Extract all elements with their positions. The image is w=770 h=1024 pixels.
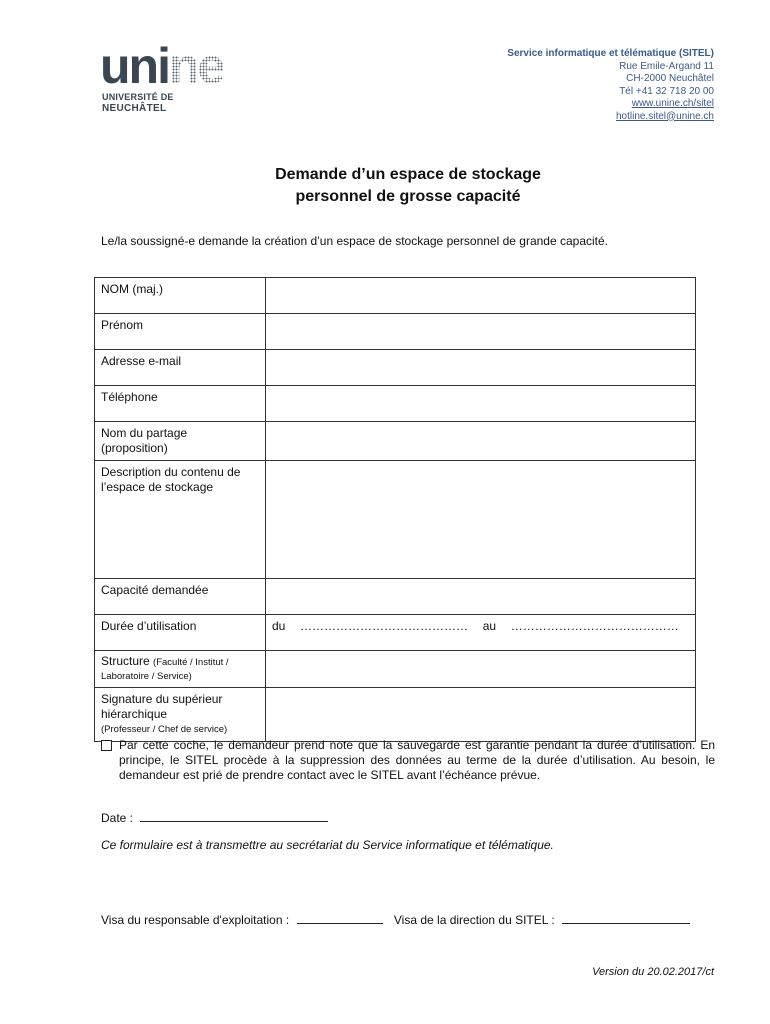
address-city: CH-2000 Neuchâtel: [626, 73, 714, 84]
field-partage[interactable]: [266, 422, 696, 461]
request-form-table: [94, 277, 696, 742]
label-partage-line1: Nom du partage: [101, 426, 188, 440]
logo-line2: NEUCHÂTEL: [102, 103, 167, 114]
label-prenom: Prénom: [95, 314, 266, 350]
university-logo: [100, 38, 240, 116]
date-field[interactable]: [140, 810, 328, 822]
acknowledgement-section: [101, 738, 715, 783]
label-structure-main: Structure: [101, 654, 150, 668]
row-prenom: [95, 314, 696, 350]
label-structure: [95, 651, 266, 688]
field-prenom[interactable]: [266, 314, 696, 350]
label-structure-detail1: (Faculté / Institut /: [153, 657, 229, 668]
label-description-line2: l’espace de stockage: [101, 480, 214, 494]
duree-du-label: du: [272, 619, 286, 633]
label-signature-line2: hiérarchique: [101, 707, 168, 721]
row-structure: [95, 651, 696, 688]
row-description: [95, 461, 696, 579]
duree-range: [272, 619, 679, 633]
field-description[interactable]: [266, 461, 696, 579]
label-signature-detail: (Professeur / Chef de service): [101, 724, 228, 735]
row-email: [95, 350, 696, 386]
label-partage: [95, 422, 266, 461]
label-signature: [95, 688, 266, 742]
duree-au-dots[interactable]: ……………………………………: [510, 619, 679, 633]
duree-du-dots[interactable]: ……………………………………: [300, 619, 469, 633]
row-capacite: [95, 579, 696, 615]
label-description: [95, 461, 266, 579]
label-email: Adresse e-mail: [95, 350, 266, 386]
label-signature-line1: Signature du supérieur: [101, 692, 223, 706]
label-description-line1: Description du contenu de: [101, 465, 241, 479]
intro-text: Le/la soussigné-e demande la création d’un espace de stockage personnel de grande capacité.: [101, 234, 609, 248]
transmission-note: Ce formulaire est à transmettre au secrétariat du Service informatique et télématique.: [101, 838, 554, 852]
row-signature: [95, 688, 696, 742]
logo-line1: UNIVERSITÉ DE: [102, 92, 174, 102]
date-label: Date :: [101, 811, 134, 825]
row-telephone: [95, 386, 696, 422]
website-link[interactable]: www.unine.ch/sitel: [631, 98, 714, 109]
service-name: Service informatique et télématique (SITEL): [507, 48, 714, 59]
visa-row: [101, 912, 690, 927]
title-line1: Demande d’un espace de stockage: [275, 166, 541, 183]
visa-direction-label: Visa de la direction du SITEL :: [393, 913, 555, 927]
logo-word-uni: uni: [100, 38, 169, 94]
label-telephone: Téléphone: [95, 386, 266, 422]
logo-word-ne: ne: [168, 38, 224, 94]
header-address: [507, 48, 714, 123]
page-title: [0, 164, 770, 208]
acknowledgement-checkbox[interactable]: [101, 740, 112, 751]
label-nom: NOM (maj.): [95, 278, 266, 314]
email-link[interactable]: hotline.sitel@unine.ch: [616, 110, 714, 122]
label-partage-line2: (proposition): [101, 441, 168, 455]
field-signature[interactable]: [266, 688, 696, 742]
visa-direction-field[interactable]: [562, 912, 690, 924]
row-partage: [95, 422, 696, 461]
address-street: Rue Emile-Argand 11: [619, 60, 714, 72]
field-nom[interactable]: [266, 278, 696, 314]
row-duree: [95, 615, 696, 651]
field-structure[interactable]: [266, 651, 696, 688]
label-structure-detail2: Laboratoire / Service): [101, 671, 192, 682]
field-capacite[interactable]: [266, 579, 696, 615]
logo-wordmark: [100, 38, 224, 94]
date-row: [101, 810, 328, 825]
field-telephone[interactable]: [266, 386, 696, 422]
version-label: Version du 20.02.2017/ct: [592, 966, 714, 978]
title-line2: personnel de grosse capacité: [295, 188, 521, 205]
field-email[interactable]: [266, 350, 696, 386]
row-nom: [95, 278, 696, 314]
address-phone: Tél +41 32 718 20 00: [619, 85, 714, 97]
visa-exploitation-label: Visa du responsable d'exploitation :: [101, 913, 290, 927]
acknowledgement-text: Par cette coche, le demandeur prend note que la sauvegarde est garantie pendant la durée d’utilisation. En principe, le SITEL procède à la suppression des données au terme de la durée d’utilisation. Au besoin, le demandeur est prié de prendre contact avec le SITEL avant l’échéance prévue.: [119, 738, 715, 782]
field-duree[interactable]: [266, 615, 696, 651]
label-capacite: Capacité demandée: [95, 579, 266, 615]
label-duree: Durée d’utilisation: [95, 615, 266, 651]
visa-exploitation-field[interactable]: [297, 912, 383, 924]
duree-au-label: au: [482, 619, 497, 633]
